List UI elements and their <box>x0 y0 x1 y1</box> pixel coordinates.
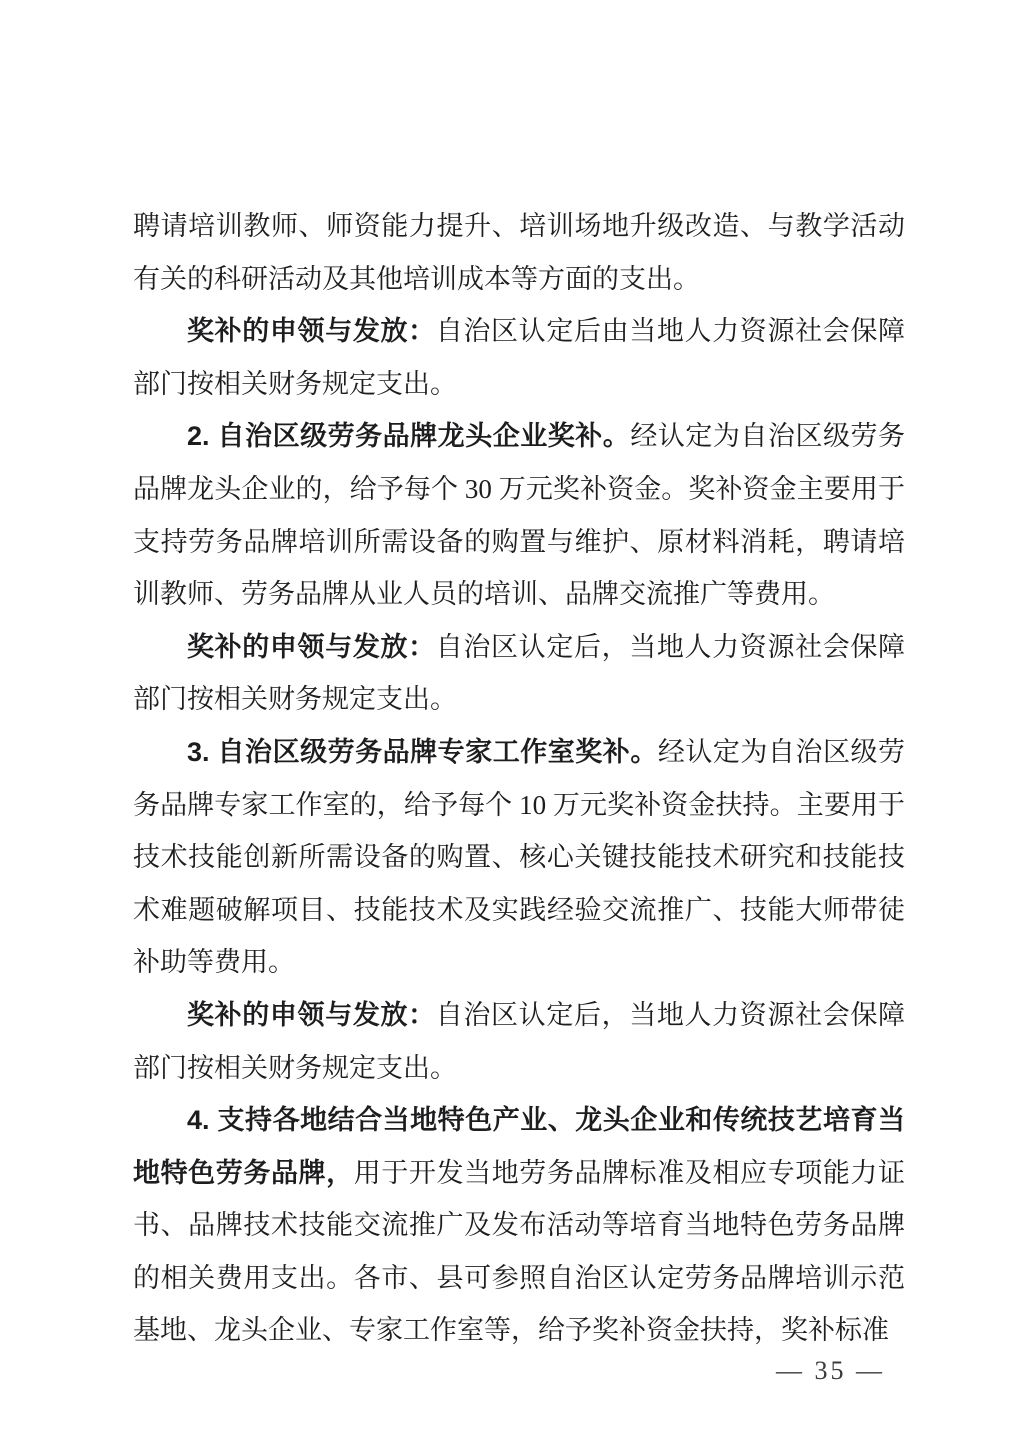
text-run: 经认定为自治区级劳务品牌专家工作室的，给予每个 10 万元奖补资金扶持。主要用于技术技能创新所需设备的购置、核心关键技能技术研究和技能技术难题破解项目、技能技术及实践经验交流推广、技能大师带徒补助等费用。 <box>133 736 905 978</box>
text-run: 用于开发当地劳务品牌标准及相应专项能力证书、品牌技术技能交流推广及发布活动等培育当地特色劳务品牌的相关费用支出。各市、县可参照自治区认定劳务品牌培训示范基地、龙头企业、专家工作室等，给予奖补资金扶持，奖补标准 <box>133 1157 906 1346</box>
paragraph <box>133 305 905 410</box>
paragraph <box>133 410 905 620</box>
bold-text-run: 2. 自治区级劳务品牌龙头企业奖补。 <box>187 421 631 452</box>
text-run: 聘请培训教师、师资能力提升、培训场地升级改造、与教学活动有关的科研活动及其他培训成本等方面的支出。 <box>133 211 905 294</box>
text-run: 经认定为自治区级劳务品牌龙头企业的，给予每个 30 万元奖补资金。奖补资金主要用于支持劳务品牌培训所需设备的购置与维护、原材料消耗，聘请培训教师、劳务品牌从业人员的培训、品牌交流推广等费用。 <box>133 421 905 610</box>
text-run: 自治区认定后，当地人力资源社会保障部门按相关财务规定支出。 <box>133 631 906 715</box>
paragraph <box>133 989 905 1094</box>
document-body <box>133 200 905 1357</box>
paragraph <box>133 1094 905 1357</box>
bold-text-run: 奖补的申领与发放： <box>187 631 436 662</box>
paragraph <box>133 200 905 305</box>
page-number: — 35 — <box>776 1356 885 1385</box>
bold-text-run: 奖补的申领与发放： <box>187 316 436 347</box>
paragraph <box>133 621 905 726</box>
bold-text-run: 奖补的申领与发放： <box>187 999 436 1030</box>
text-run: 自治区认定后，当地人力资源社会保障部门按相关财务规定支出。 <box>133 999 906 1083</box>
paragraph <box>133 726 905 989</box>
bold-text-run: 4. 支持各地结合当地特色产业、龙头企业和传统技艺培育当地特色劳务品牌， <box>133 1105 905 1188</box>
bold-text-run: 3. 自治区级劳务品牌专家工作室奖补。 <box>187 736 658 767</box>
text-run: 自治区认定后由当地人力资源社会保障部门按相关财务规定支出。 <box>133 316 906 399</box>
